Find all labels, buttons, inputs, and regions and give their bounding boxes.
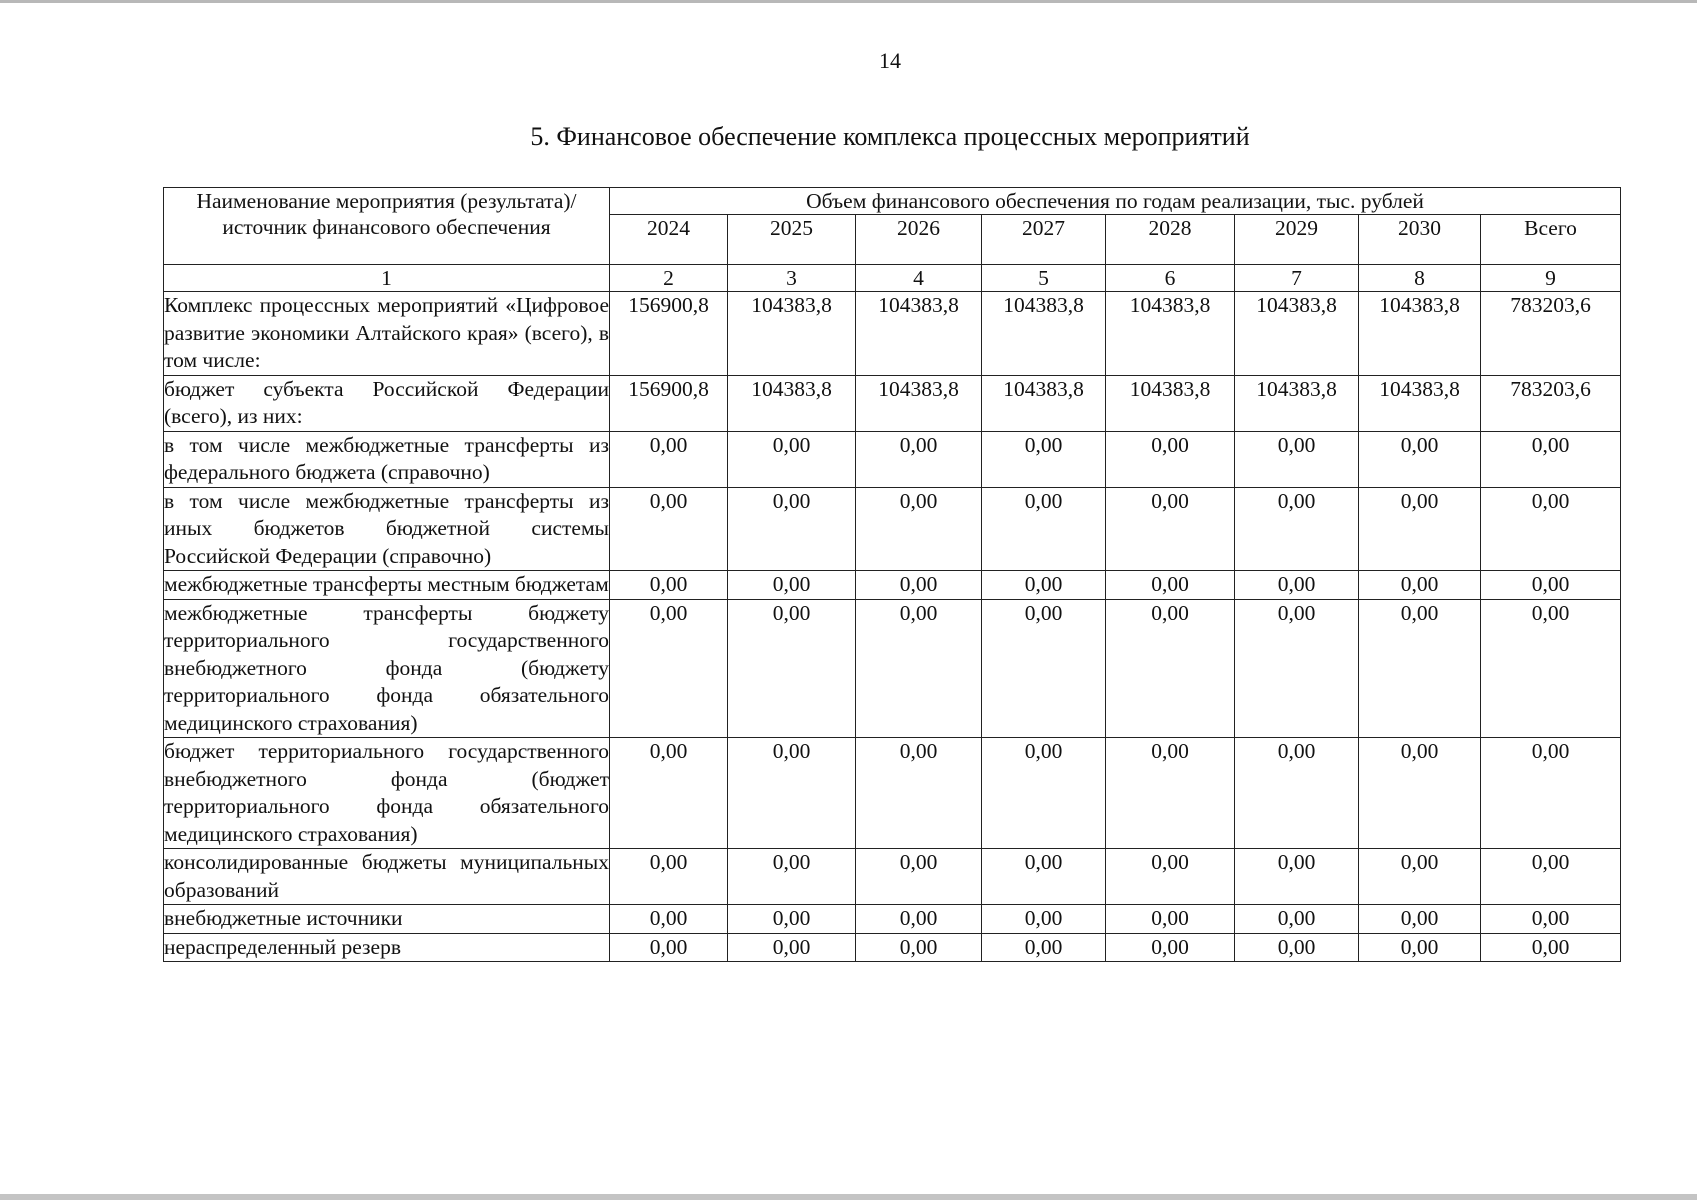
row-value: 0,00 xyxy=(1235,738,1359,849)
row-value: 0,00 xyxy=(856,487,982,571)
row-name: консолидированные бюджеты муниципальных образований xyxy=(164,849,610,905)
row-value: 0,00 xyxy=(728,849,856,905)
row-value: 0,00 xyxy=(1481,487,1621,571)
row-value: 0,00 xyxy=(1481,599,1621,738)
year-header-2027: 2027 xyxy=(982,215,1106,265)
column-index: 2 xyxy=(610,265,728,292)
table-row xyxy=(164,292,1621,376)
row-value: 0,00 xyxy=(982,933,1106,962)
row-value: 0,00 xyxy=(728,571,856,600)
row-value: 104383,8 xyxy=(982,292,1106,376)
row-value: 104383,8 xyxy=(1235,292,1359,376)
row-value: 104383,8 xyxy=(1106,375,1235,431)
row-value: 0,00 xyxy=(610,905,728,934)
row-value: 0,00 xyxy=(982,738,1106,849)
row-value: 0,00 xyxy=(1106,738,1235,849)
row-value: 0,00 xyxy=(1481,905,1621,934)
row-value: 104383,8 xyxy=(856,375,982,431)
row-value: 0,00 xyxy=(856,431,982,487)
row-value: 0,00 xyxy=(610,599,728,738)
row-value: 0,00 xyxy=(1359,571,1481,600)
row-value: 0,00 xyxy=(1359,599,1481,738)
row-value: 0,00 xyxy=(1235,905,1359,934)
row-value: 0,00 xyxy=(728,933,856,962)
column-index: 9 xyxy=(1481,265,1621,292)
financing-table xyxy=(163,187,1621,962)
table-row xyxy=(164,431,1621,487)
row-value: 0,00 xyxy=(856,599,982,738)
column-index: 1 xyxy=(164,265,610,292)
year-header-2028: 2028 xyxy=(1106,215,1235,265)
name-column-header: Наименование мероприятия (результата)/источник финансового обеспечения xyxy=(164,188,610,265)
row-value: 0,00 xyxy=(1359,487,1481,571)
row-value: 0,00 xyxy=(982,599,1106,738)
row-value: 104383,8 xyxy=(728,375,856,431)
total-header: Всего xyxy=(1481,215,1621,265)
table-row xyxy=(164,738,1621,849)
row-name: бюджет субъекта Российской Федерации (всего), из них: xyxy=(164,375,610,431)
row-value: 0,00 xyxy=(1235,487,1359,571)
row-name: бюджет территориального государственного внебюджетного фонда (бюджет территориального фонда обязательного медицинского страхования) xyxy=(164,738,610,849)
table-row xyxy=(164,599,1621,738)
row-value: 0,00 xyxy=(1106,571,1235,600)
row-value: 0,00 xyxy=(1481,431,1621,487)
table-row xyxy=(164,571,1621,600)
row-value: 0,00 xyxy=(856,738,982,849)
column-index-row xyxy=(164,265,1621,292)
row-name: в том числе межбюджетные трансферты из федерального бюджета (справочно) xyxy=(164,431,610,487)
table-row xyxy=(164,933,1621,962)
table-row xyxy=(164,487,1621,571)
column-index: 6 xyxy=(1106,265,1235,292)
row-value: 0,00 xyxy=(610,849,728,905)
row-value: 0,00 xyxy=(1106,849,1235,905)
row-value: 0,00 xyxy=(1481,933,1621,962)
row-value: 0,00 xyxy=(982,487,1106,571)
year-header-2025: 2025 xyxy=(728,215,856,265)
row-value: 0,00 xyxy=(1106,487,1235,571)
row-value: 104383,8 xyxy=(1235,375,1359,431)
row-value: 0,00 xyxy=(1359,933,1481,962)
row-value: 0,00 xyxy=(1106,905,1235,934)
row-value: 0,00 xyxy=(982,571,1106,600)
column-index: 5 xyxy=(982,265,1106,292)
page-title: 5. Финансовое обеспечение комплекса процессных мероприятий xyxy=(530,122,1250,151)
row-value: 0,00 xyxy=(1359,905,1481,934)
row-value: 0,00 xyxy=(1359,849,1481,905)
row-value: 104383,8 xyxy=(982,375,1106,431)
row-value: 156900,8 xyxy=(610,375,728,431)
row-value: 104383,8 xyxy=(1359,292,1481,376)
row-value: 0,00 xyxy=(1106,933,1235,962)
row-value: 0,00 xyxy=(1106,431,1235,487)
row-value: 0,00 xyxy=(610,431,728,487)
table-row xyxy=(164,849,1621,905)
row-value: 0,00 xyxy=(982,905,1106,934)
row-value: 0,00 xyxy=(728,599,856,738)
row-value: 0,00 xyxy=(856,849,982,905)
year-header-2029: 2029 xyxy=(1235,215,1359,265)
page-number: 14 xyxy=(879,48,901,73)
header-row-top xyxy=(164,188,1621,215)
table-row xyxy=(164,905,1621,934)
row-name: межбюджетные трансферты местным бюджетам xyxy=(164,571,610,600)
column-index: 3 xyxy=(728,265,856,292)
row-value: 104383,8 xyxy=(856,292,982,376)
volume-header: Объем финансового обеспечения по годам реализации, тыс. рублей xyxy=(610,188,1621,215)
row-value: 0,00 xyxy=(982,431,1106,487)
table-row xyxy=(164,375,1621,431)
row-name: в том числе межбюджетные трансферты из иных бюджетов бюджетной системы Российской Федерации (справочно) xyxy=(164,487,610,571)
row-value: 104383,8 xyxy=(1106,292,1235,376)
row-value: 0,00 xyxy=(856,571,982,600)
row-value: 0,00 xyxy=(1359,738,1481,849)
row-value: 104383,8 xyxy=(728,292,856,376)
row-name: межбюджетные трансферты бюджету территориального государственного внебюджетного фонда (бюджету территориального фонда обязательного медицинского страхования) xyxy=(164,599,610,738)
row-value: 0,00 xyxy=(728,905,856,934)
column-index: 7 xyxy=(1235,265,1359,292)
row-value: 0,00 xyxy=(610,738,728,849)
year-header-2026: 2026 xyxy=(856,215,982,265)
row-value: 0,00 xyxy=(610,487,728,571)
row-value: 0,00 xyxy=(1235,599,1359,738)
row-value: 0,00 xyxy=(1235,849,1359,905)
row-name: Комплекс процессных мероприятий «Цифровое развитие экономики Алтайского края» (всего), в том числе: xyxy=(164,292,610,376)
row-value: 0,00 xyxy=(1481,738,1621,849)
row-value: 0,00 xyxy=(1481,571,1621,600)
row-value: 156900,8 xyxy=(610,292,728,376)
row-value: 783203,6 xyxy=(1481,292,1621,376)
row-value: 0,00 xyxy=(1235,933,1359,962)
year-header-2024: 2024 xyxy=(610,215,728,265)
row-value: 0,00 xyxy=(1235,571,1359,600)
row-value: 0,00 xyxy=(728,487,856,571)
row-value: 104383,8 xyxy=(1359,375,1481,431)
row-value: 0,00 xyxy=(856,933,982,962)
row-name: внебюджетные источники xyxy=(164,905,610,934)
top-edge-rule xyxy=(0,0,1697,3)
year-header-2030: 2030 xyxy=(1359,215,1481,265)
row-value: 0,00 xyxy=(982,849,1106,905)
column-index: 4 xyxy=(856,265,982,292)
row-value: 0,00 xyxy=(1481,849,1621,905)
row-value: 783203,6 xyxy=(1481,375,1621,431)
row-value: 0,00 xyxy=(1235,431,1359,487)
row-value: 0,00 xyxy=(728,431,856,487)
row-value: 0,00 xyxy=(1359,431,1481,487)
row-name: нераспределенный резерв xyxy=(164,933,610,962)
row-value: 0,00 xyxy=(1106,599,1235,738)
row-value: 0,00 xyxy=(610,933,728,962)
row-value: 0,00 xyxy=(610,571,728,600)
bottom-edge-rule xyxy=(0,1194,1697,1200)
column-index: 8 xyxy=(1359,265,1481,292)
row-value: 0,00 xyxy=(728,738,856,849)
row-value: 0,00 xyxy=(856,905,982,934)
